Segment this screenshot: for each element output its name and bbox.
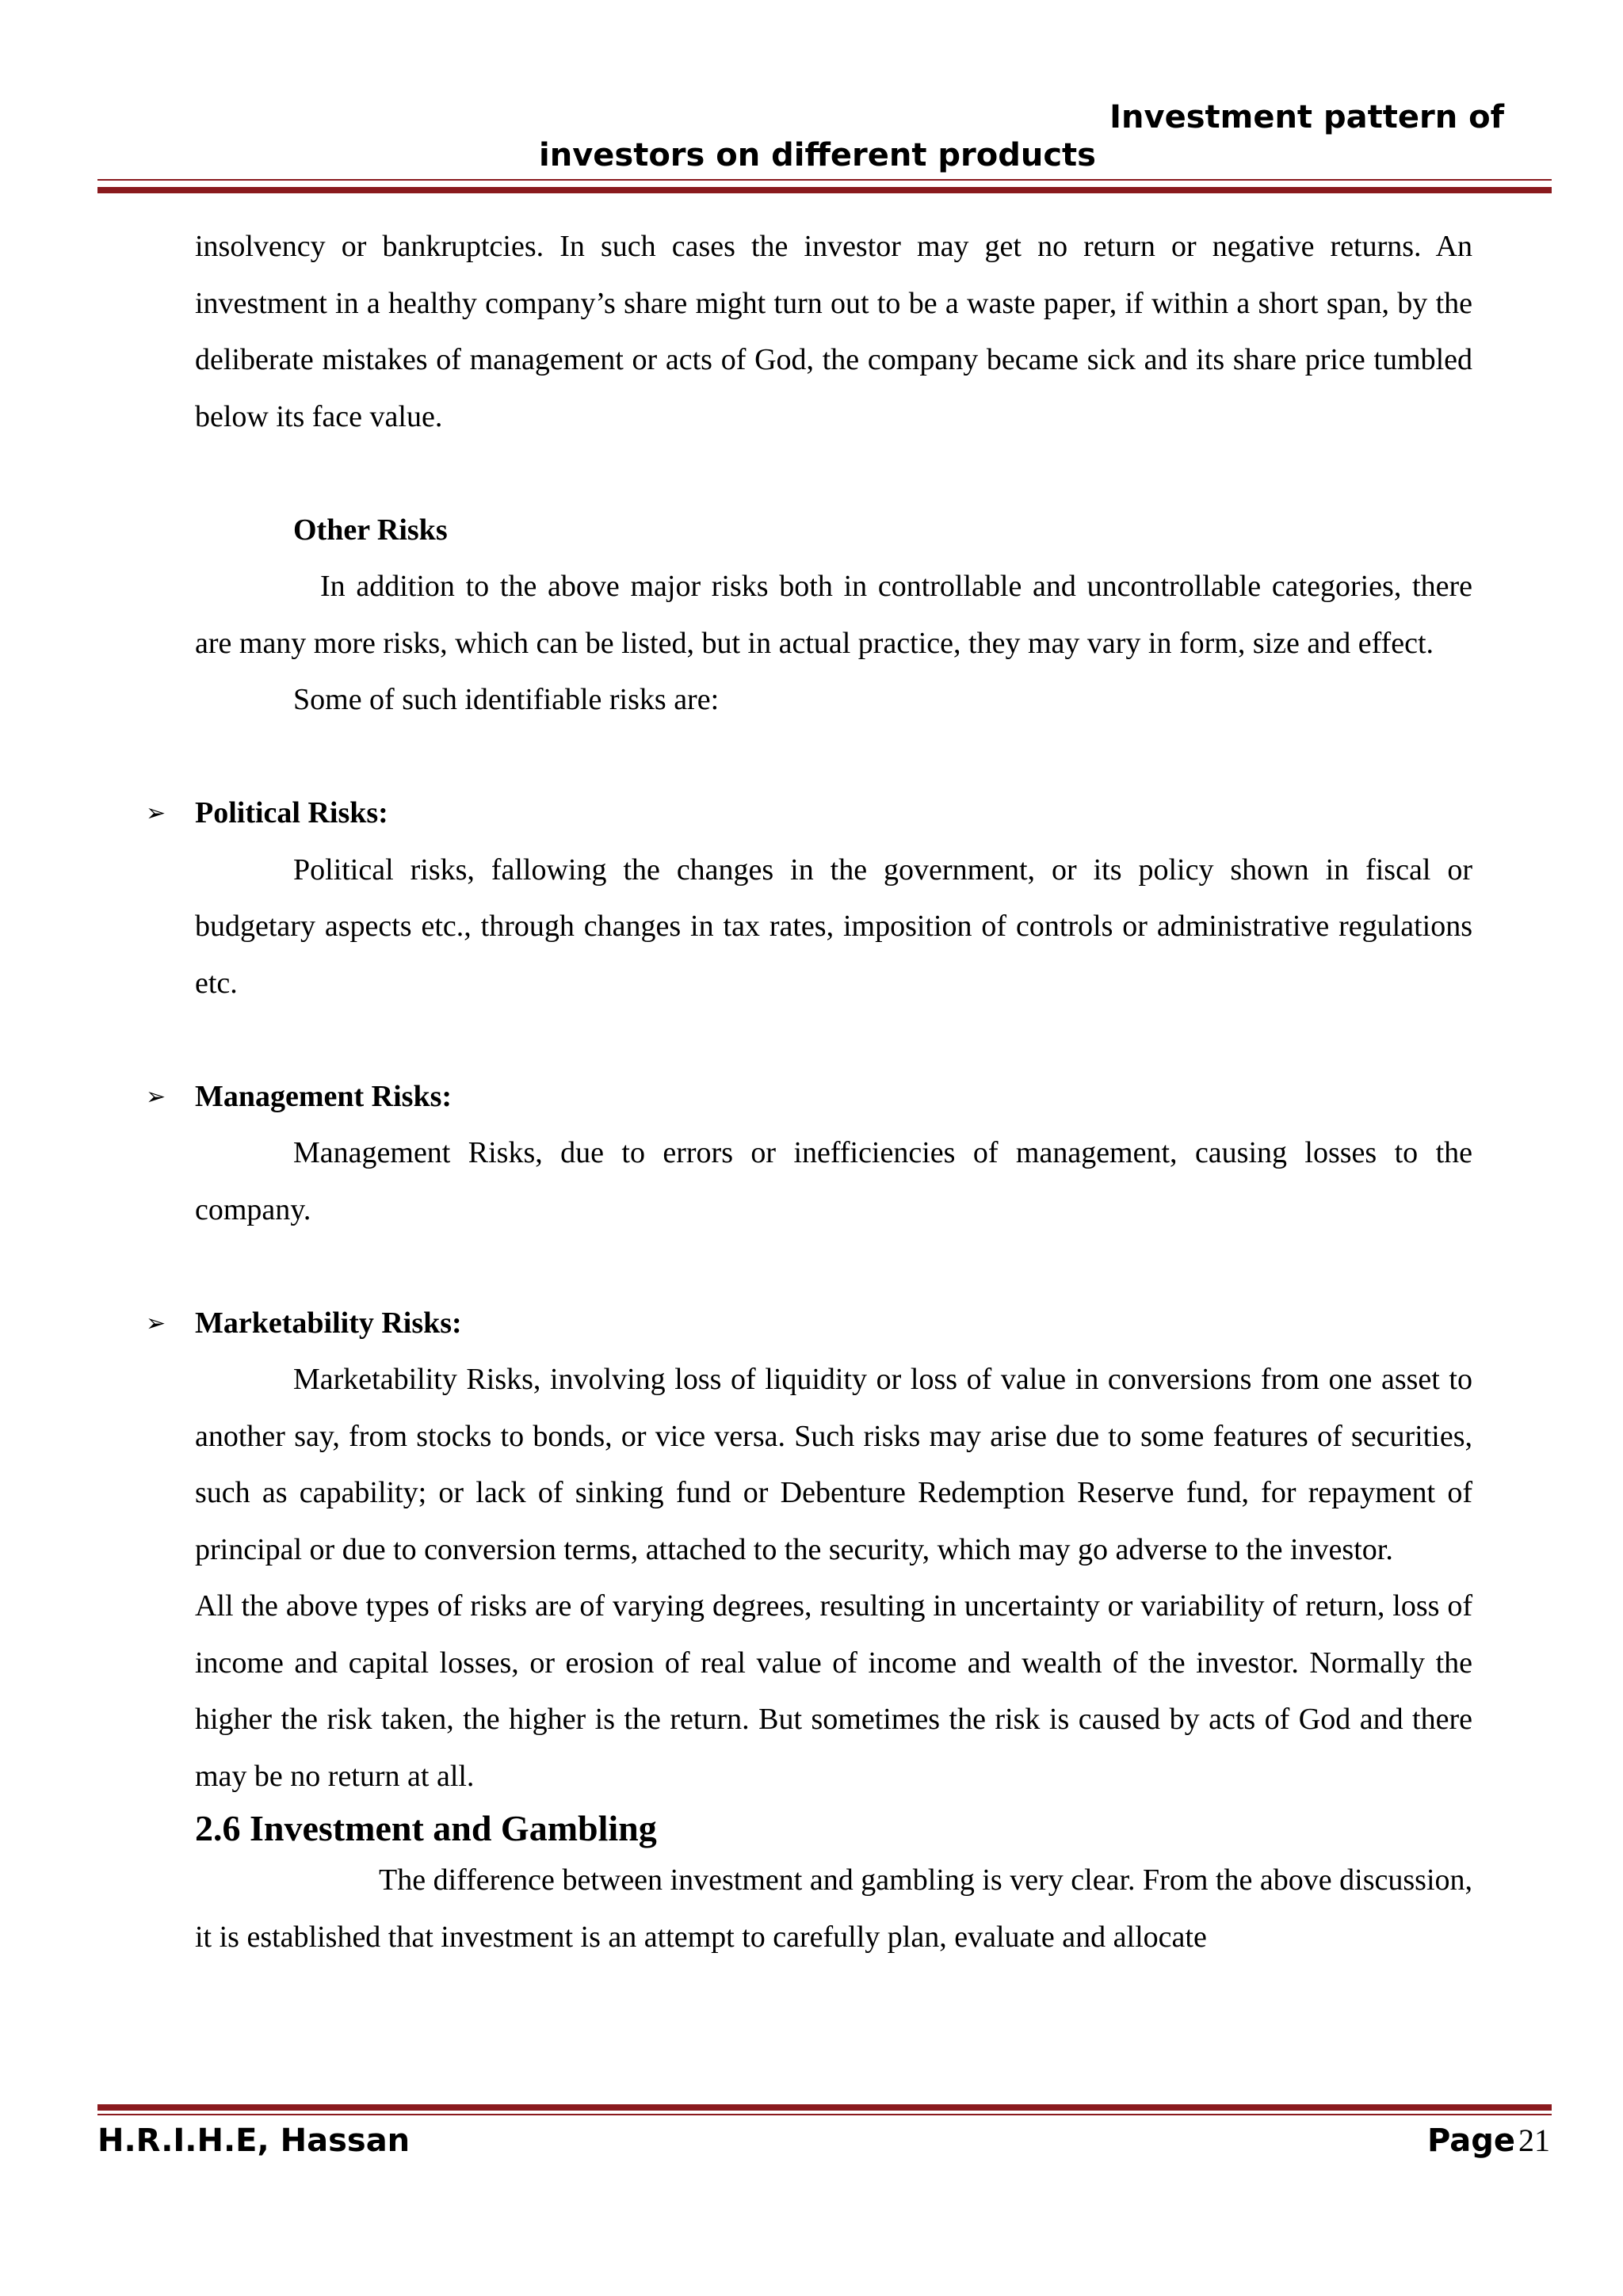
- other-risks-paragraph: In addition to the above major risks both in controllable and uncontrollable categories, there are many more risks, which can be listed, but in actual practice, they may vary in form, size and effect.: [195, 570, 1472, 660]
- spacer: [195, 445, 1472, 502]
- header-rule-thin: [97, 179, 1552, 181]
- arrow-bullet-icon: ➢: [146, 1082, 166, 1111]
- marketability-risks-heading: [146, 1295, 1472, 1352]
- identifiable-risks-paragraph: Some of such identifiable risks are:: [293, 683, 720, 716]
- political-risks-paragraph: Political risks, fallowing the changes in the government, or its policy shown in fiscal or budgetary aspects etc., through changes in tax rates, imposition of controls or administrative regulations etc.: [195, 852, 1472, 1000]
- section-heading: 2.6 Investment and Gambling: [195, 1808, 657, 1848]
- footer-page-label: Page: [1427, 2122, 1515, 2159]
- header-rule-thick: [97, 187, 1552, 193]
- footer-page-number: 21: [1518, 2122, 1550, 2158]
- footer-rule-thin: [97, 2114, 1552, 2115]
- summary-paragraph: All the above types of risks are of varying degrees, resulting in uncertainty or variability of return, loss of income and capital losses, or erosion of real value of income and wealth of the investor. Normally the higher the risk taken, the higher is the return. But sometimes the risk is caused by acts of God and there may be no return at all.: [195, 1589, 1472, 1793]
- political-risks-heading: [146, 785, 1472, 842]
- management-risks-heading: [146, 1069, 1472, 1126]
- footer-rule-thick: [97, 2104, 1552, 2111]
- arrow-bullet-icon: ➢: [146, 799, 166, 827]
- footer-page: [1427, 2122, 1550, 2167]
- spacer: [195, 1238, 1472, 1295]
- spacer: [195, 729, 1472, 786]
- other-risks-heading: Other Risks: [293, 513, 448, 547]
- management-risks-paragraph: Management Risks, due to errors or inefficiencies of management, causing losses to the company.: [195, 1136, 1472, 1226]
- political-risks-label: Political Risks:: [195, 796, 388, 830]
- header-title-line2: investors on different products: [539, 137, 1096, 174]
- marketability-risks-paragraph: Marketability Risks, involving loss of liquidity or loss of value in conversions from one asset to another say, from stocks to bonds, or vice versa. Such risks may arise due to some features of securities, such as capability; or lack of sinking fund or Debenture Redemption Reserve fund, for repayment of principal or due to conversion terms, attached to the security, which may go adverse to the investor.: [195, 1363, 1472, 1566]
- marketability-risks-label: Marketability Risks:: [195, 1306, 462, 1340]
- page-body: [146, 219, 1472, 1966]
- footer-institution: H.R.I.H.E, Hassan: [97, 2122, 411, 2159]
- arrow-bullet-icon: ➢: [146, 1309, 166, 1337]
- management-risks-label: Management Risks:: [195, 1079, 453, 1113]
- gambling-paragraph: The difference between investment and gambling is very clear. From the above discussion, it is established that investment is an attempt to carefully plan, evaluate and allocate: [195, 1863, 1472, 1954]
- paragraph-continued: insolvency or bankruptcies. In such cases the investor may get no return or negative returns. An investment in a healthy company’s share might turn out to be a waste paper, if within a short span, by the deliberate mistakes of management or acts of God, the company became sick and its share price tumbled below its face value.: [195, 230, 1472, 433]
- spacer: [195, 1012, 1472, 1069]
- header-title-line1: Investment pattern of: [1109, 99, 1504, 135]
